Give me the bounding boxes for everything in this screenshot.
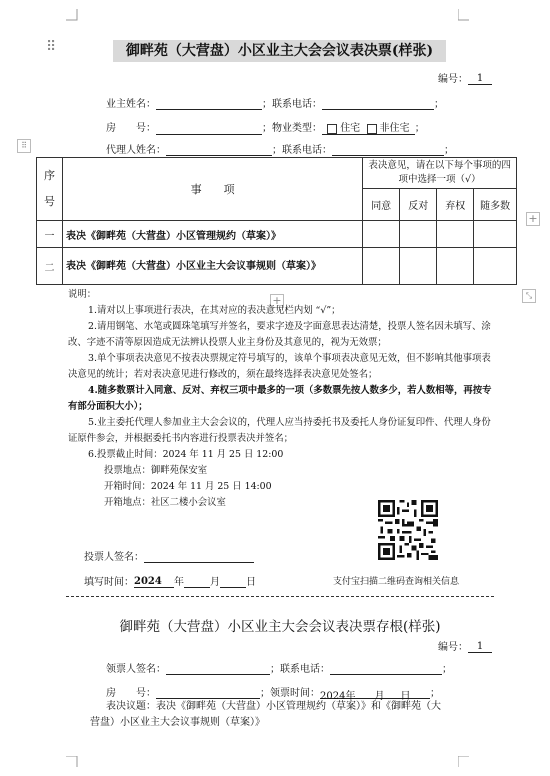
day-unit: 日 [246,577,256,588]
stub-topic-line2: 营盘）小区业主大会议事规则（草案）》 [90,717,265,728]
fill-day-field[interactable] [220,576,246,588]
serial-value[interactable]: 1 [468,73,492,85]
owner-name-label: 业主姓名： [106,99,156,110]
voter-sign-field[interactable] [144,551,254,563]
agent-contact-label: ；联系电话： [272,145,332,156]
row-item: 表决《御畔苑（大营盘）小区业主大会议事规则（草案）》 [63,248,363,285]
vote-table [36,157,517,285]
notes-section [68,287,493,511]
note-3: 3.单个事项表决意见不按表决票规定符号填写的，该单个事项表决意见无效，但不影响其他事项表决意见的统计；若对表决意见进行修改的，须在最终选择表决意见处签名； [68,353,491,380]
room-field[interactable] [156,123,262,135]
note-4: 4.随多数票计入同意、反对、弃权三项中最多的一项（多数票先按人数多少，若人数相等，再按专有部分面积大小）； [68,385,492,412]
row-number: 一 [37,221,63,248]
option-abstain: 弃权 [437,189,474,221]
fill-month-field[interactable] [184,576,210,588]
open-place: 开箱地点：社区二楼小会议室 [104,497,226,508]
add-row-icon[interactable]: + [270,294,284,308]
stub-title: 御畔苑（大营盘）小区业主大会会议表决票存根(样张) [119,619,441,635]
option-oppose: 反对 [400,189,437,221]
agent-row: 代理人姓名： ；联系电话： ； [106,145,454,156]
stub-room-field[interactable] [156,687,260,699]
room-label: 房 号： [106,123,156,134]
stub-day-unit: 日 [400,691,411,702]
contact-field[interactable] [322,98,434,110]
voter-sign-row [84,548,254,563]
qr-caption: 支付宝扫描二维码查询相关信息 [333,577,460,587]
vote-cell-agree[interactable] [363,221,400,248]
non-residential-label: 非住宅 [379,123,410,134]
vote-cell-majority[interactable] [474,248,517,285]
non-residential-checkbox[interactable] [367,124,377,134]
fill-year[interactable]: 2024 [134,576,174,588]
option-agree: 同意 [363,189,400,221]
col-header-item: 事 项 [63,158,363,221]
resize-table-icon[interactable]: ⤡ [522,289,536,303]
col-header-no: 序号 [37,158,63,221]
stub-year-unit: 年 [345,691,356,702]
stub-receiver-row: 领票人签名： ；联系电话： ； [106,664,452,675]
stub-serial-value[interactable]: 1 [468,641,492,653]
add-column-icon[interactable]: + [526,212,540,226]
stub-contact-label: ；联系电话： [270,664,330,675]
residential-checkbox[interactable] [327,124,337,134]
voter-sign-label: 投票人签名： [84,552,144,563]
cut-line [66,596,494,597]
vote-cell-oppose[interactable] [400,221,437,248]
stub-topic-line1: 表决议题：表决《御畔苑（大营盘）小区管理规约（草案）》和《御畔苑（大 [106,701,441,712]
stub-contact-field[interactable] [330,663,442,675]
serial-number [438,70,492,85]
table-row [37,248,517,285]
vote-cell-abstain[interactable] [437,248,474,285]
table-row [37,221,517,248]
receiver-label: 领票人签名： [106,664,166,675]
stub-topic [84,699,494,731]
crop-mark-top-right [458,9,470,21]
agent-contact-field[interactable] [332,144,444,156]
row-item: 表决《御畔苑（大营盘）小区管理规约（草案）》 [63,221,363,248]
room-row: 房 号： ；物业类型： 住宅 非住宅 ； [106,123,425,134]
owner-name-field[interactable] [156,98,262,110]
month-unit: 月 [210,577,220,588]
crop-mark-bottom-left [66,756,78,768]
note-5: 5.业主委托代理人参加业主大会会议的，代理人应当持委托书及委托人身份证复印件、代理人身份证原件参会，并根据委托书内容进行投票表决并签名； [68,417,491,444]
fill-time-label: 填写时间： [84,577,134,588]
stub-time-label: ；领票时间： [260,688,320,699]
serial-label: 编号： [438,74,468,85]
vote-cell-abstain[interactable] [437,221,474,248]
vote-cell-majority[interactable] [474,221,517,248]
crop-mark-bottom-right [458,756,470,768]
row-number: 二 [37,248,63,285]
agent-name-field[interactable] [166,144,272,156]
owner-row: 业主姓名： ；联系电话： ； [106,99,444,110]
vote-cell-agree[interactable] [363,248,400,285]
stub-serial [438,638,492,653]
option-majority: 随多数 [474,189,517,221]
stub-month-unit: 月 [374,691,385,702]
stub-year: 2024 [320,691,346,702]
col-header-opinion: 表决意见，请在以下每个事项的四项中选择一项（√） [363,158,517,189]
note-1: 1.请对以上事项进行表决，在其对应的表决意见栏内划 “√”； [88,305,341,316]
contact-label: ；联系电话： [262,99,322,110]
qr-code [378,500,438,560]
vote-cell-oppose[interactable] [400,248,437,285]
page-title: 御畔苑（大营盘）小区业主大会会议表决票(样张) [113,40,446,62]
agent-name-label: 代理人姓名： [106,145,166,156]
open-time: 开箱时间：2024 年 11 月 25 日 14:00 [104,481,272,492]
receiver-field[interactable] [166,663,270,675]
note-6: 6.投票截止时间：2024 年 11 月 25 日 12:00 [88,449,284,460]
notes-heading: 说明： [68,289,97,300]
note-2: 2.请用钢笔、水笔或圆珠笔填写并签名，要求字迹及字面意思表达清楚，投票人签名因未填写、涂改、字迹不清等原因造成无法辨认投票人业主身份及其意见的，视为无效票； [68,321,491,348]
vote-place: 投票地点：御畔苑保安室 [104,465,208,476]
drag-handle-icon[interactable]: ⠿ [46,39,57,55]
stub-serial-label: 编号： [438,642,468,653]
stub-room-row: 房 号： ；领票时间：2024年 月 日 ； [106,688,440,702]
residential-label: 住宅 [340,123,361,134]
property-type-label: ；物业类型： [262,123,322,134]
year-unit: 年 [174,577,184,588]
stub-time-field[interactable] [320,687,430,702]
crop-mark-top-left [66,9,78,21]
fill-time-row [84,573,256,588]
stub-room-label: 房 号： [106,688,156,699]
table-handle-icon[interactable]: ⠿ [17,139,31,153]
